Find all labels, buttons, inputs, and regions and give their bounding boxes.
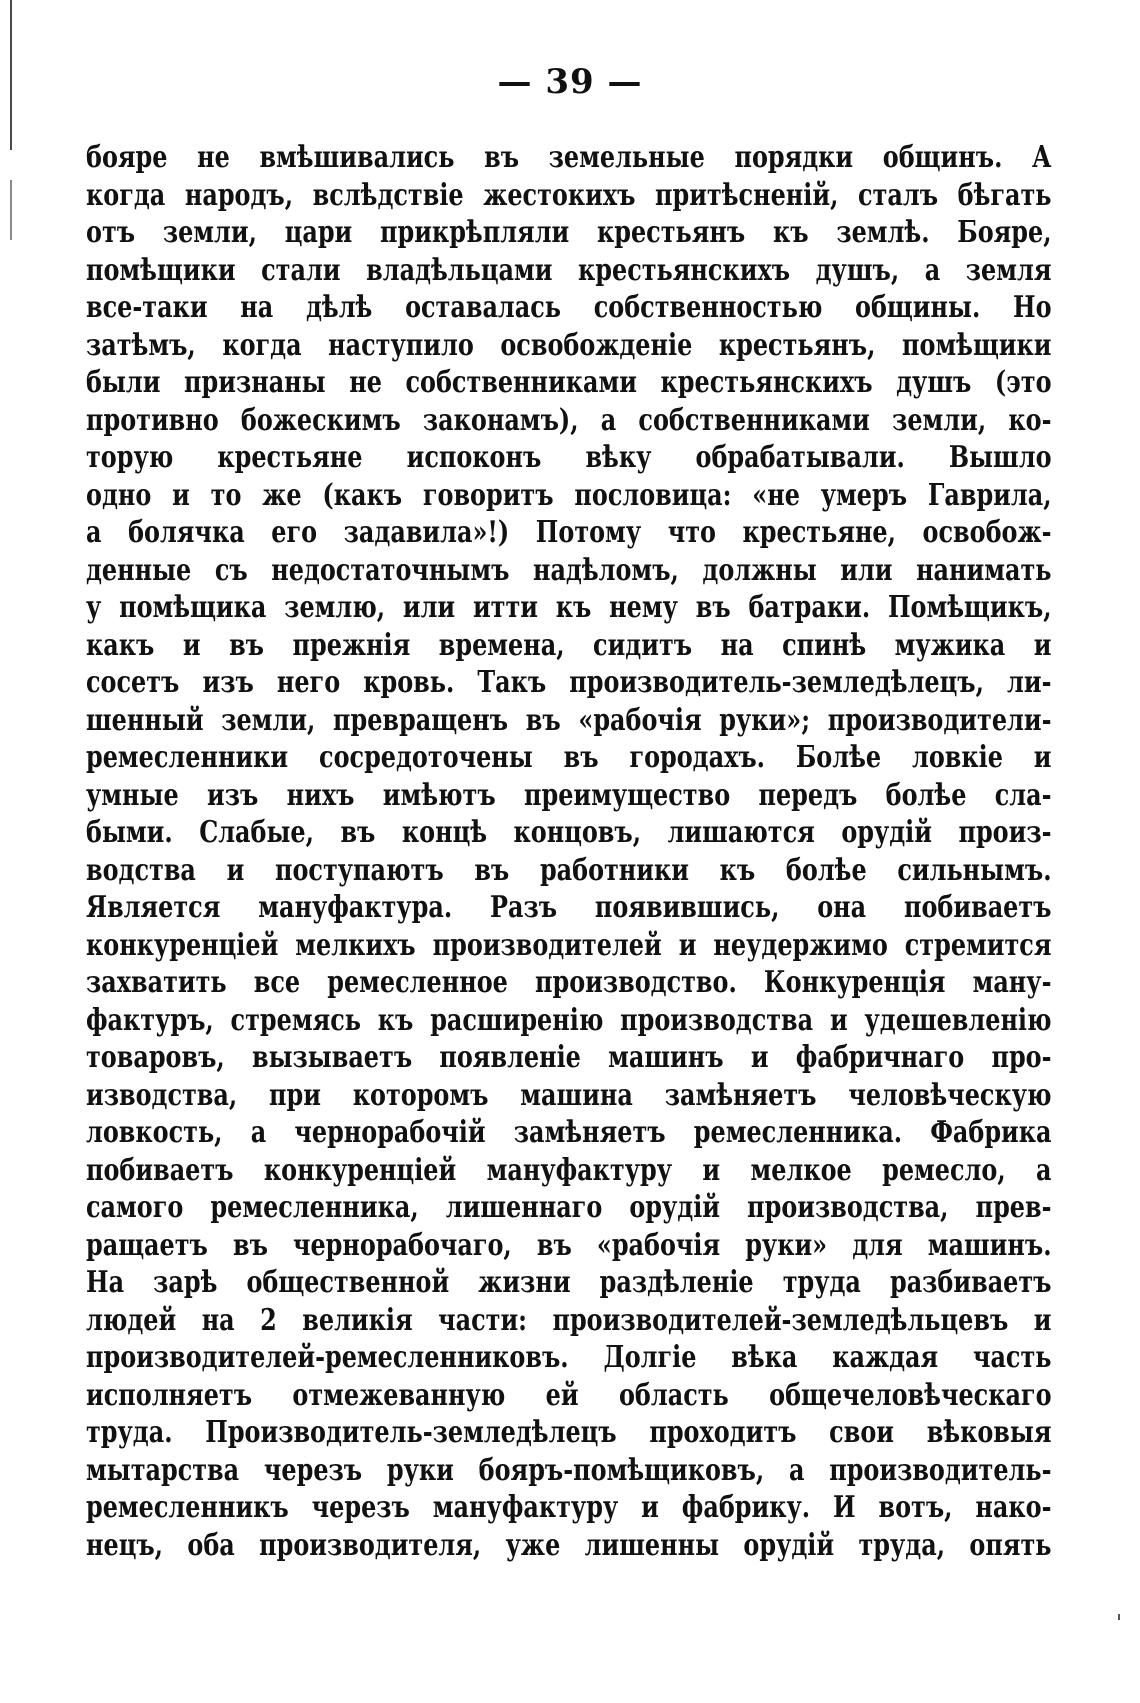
text-line: товаровъ, вызываетъ появленіе машинъ и фабричнаго про- xyxy=(86,1039,1052,1074)
text-line: исполняетъ отмежеванную ей область общечеловѣческаго xyxy=(86,1376,1052,1412)
text-line: одно и то же (какъ говоритъ пословица: «не умеръ Гаврила, xyxy=(86,476,1052,512)
text-line: какъ и въ прежнія времена, сидитъ на спинѣ мужика и xyxy=(86,626,1052,662)
text-line: а болячка его задавила»!) Потому что крестьяне, освобож- xyxy=(86,514,1052,549)
text-line: захватить все ремесленное производство. Конкуренція ману- xyxy=(86,964,1052,999)
text-line: денные съ недостаточнымъ надѣломъ, должны или нанимать xyxy=(86,551,1052,587)
text-line: производителей-ремесленниковъ. Долгіе вѣка каждая часть xyxy=(86,1339,1052,1374)
text-line: труда. Производитель-земледѣлецъ проходитъ свои вѣковыя xyxy=(86,1414,1052,1449)
text-line: когда народъ, вслѣдствіе жестокихъ притѣсненій, сталъ бѣгать xyxy=(86,176,1052,212)
text-line: помѣщики стали владѣльцами крестьянскихъ душъ, а земля xyxy=(86,251,1052,287)
text-line: водства и поступаютъ въ работники къ болѣе сильнымъ. xyxy=(86,851,1052,887)
text-line: затѣмъ, когда наступило освобожденіе крестьянъ, помѣщики xyxy=(86,326,1052,362)
text-line: фактуръ, стремясь къ расширенію производства и удешевленію xyxy=(86,1001,1052,1037)
text-line: торую крестьяне испоконъ вѣку обрабатывали. Вышло xyxy=(86,439,1052,474)
text-line: сосетъ изъ него кровь. Такъ производитель-земледѣлецъ, ли- xyxy=(86,664,1052,699)
text-line: бояре не вмѣшивались въ земельные порядки общинъ. А xyxy=(86,139,1052,174)
scan-edge-mark xyxy=(10,180,12,240)
text-line: были признаны не собственниками крестьянскихъ душъ (это xyxy=(86,364,1052,399)
text-line: людей на 2 великія части: производителей-земледѣльцевъ и xyxy=(86,1301,1052,1337)
body-text xyxy=(86,138,1052,1563)
text-line: ращаетъ въ чернорабочаго, въ «рабочія руки» для машинъ. xyxy=(86,1226,1052,1262)
text-line: все-таки на дѣлѣ оставалась собственностью общины. Но xyxy=(86,289,1052,324)
text-line: быми. Слабые, въ концѣ концовъ, лишаются орудій произ- xyxy=(86,814,1052,849)
text-line: конкуренціей мелкихъ производителей и неудержимо стремится xyxy=(86,926,1052,962)
text-line: умные изъ нихъ имѣютъ преимущество передъ болѣе сла- xyxy=(86,776,1052,812)
text-line: нецъ, оба производителя, уже лишенны орудій труда, опять xyxy=(86,1526,1052,1562)
text-line: шенный земли, превращенъ въ «рабочія руки»; производители- xyxy=(86,701,1052,737)
text-line: ремесленники сосредоточены въ городахъ. Болѣе ловкіе и xyxy=(86,739,1052,774)
text-line: противно божескимъ законамъ), а собственниками земли, ко- xyxy=(86,401,1052,437)
text-line: мытарства черезъ руки бояръ-помѣщиковъ, а производитель- xyxy=(86,1451,1052,1487)
page-number: — 39 — xyxy=(497,62,643,102)
text-line: у помѣщика землю, или итти къ нему въ батраки. Помѣщикъ, xyxy=(86,589,1052,624)
text-line: Является мануфактура. Разъ появившись, она побиваетъ xyxy=(86,889,1052,924)
text-line: На зарѣ общественной жизни раздѣленіе труда разбиваетъ xyxy=(86,1264,1052,1299)
text-line: самого ремесленника, лишеннаго орудій производства, прев- xyxy=(86,1189,1052,1224)
text-line: изводства, при которомъ машина замѣняетъ человѣческую xyxy=(86,1076,1052,1112)
text-line: побиваетъ конкуренціей мануфактуру и мелкое ремесло, а xyxy=(86,1151,1052,1187)
scan-speck xyxy=(1118,1614,1120,1620)
text-line: отъ земли, цари прикрѣпляли крестьянъ къ землѣ. Бояре, xyxy=(86,214,1052,249)
text-line: ремесленникъ черезъ мануфактуру и фабрику. И вотъ, нако- xyxy=(86,1489,1052,1524)
text-line: ловкость, а чернорабочій замѣняетъ ремесленника. Фабрика xyxy=(86,1114,1052,1149)
